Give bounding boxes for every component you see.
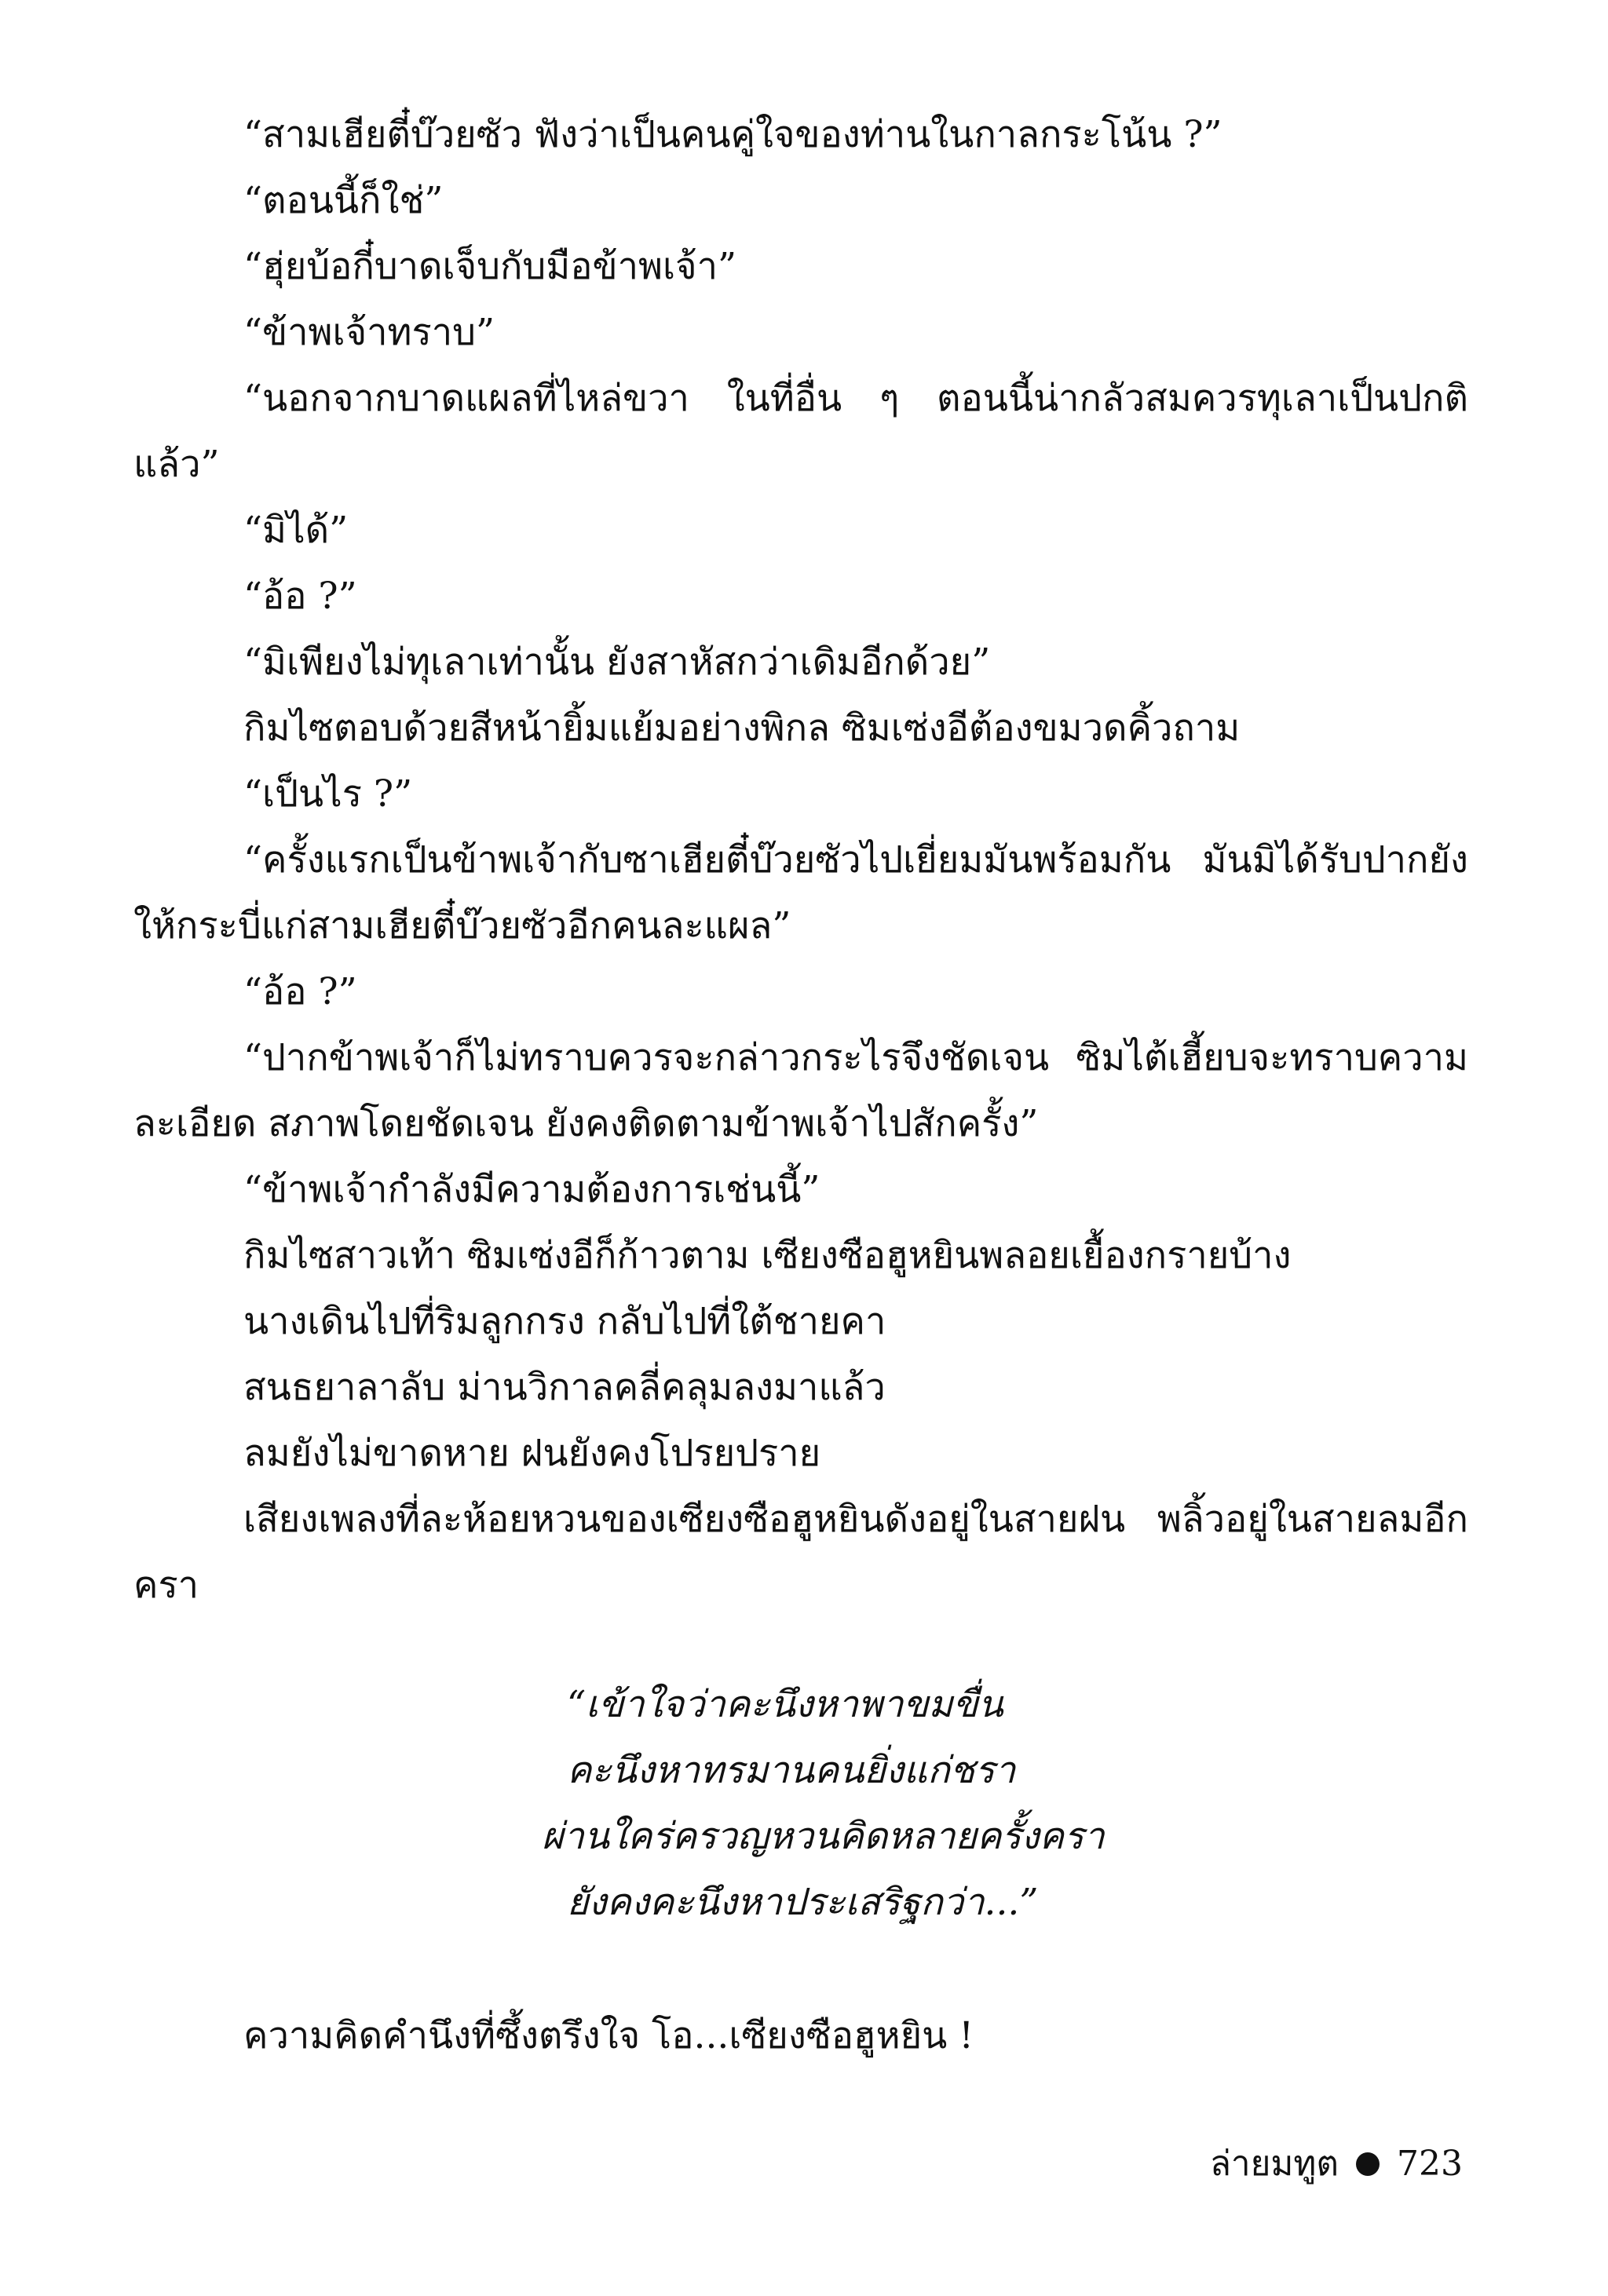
paragraph: “นอกจากบาดแผลที่ไหล่ขวา ในที่อื่น ๆ ตอนนี้น่ากลัวสมควรทุเลาเป็นปกติแล้ว” [133, 377, 1468, 486]
bullet-dot-icon [1356, 2152, 1380, 2176]
paragraph: “เป็นไร ?” [243, 772, 413, 816]
page-footer [1210, 2141, 1463, 2188]
paragraph: “ครั้งแรกเป็นข้าพเจ้ากับซาเฮียตี๋บ๊วยซัวไปเยี่ยมมันพร้อมกัน มันมิได้รับปากยังให้กระบี่แก่สามเฮียตี๋บ๊วยซัวอีกคนละแผล” [133, 838, 1468, 947]
paragraph: กิมไซตอบด้วยสีหน้ายิ้มแย้มอย่างพิกล ซิมเซ่งอีต้องขมวดคิ้วถาม [243, 706, 1241, 750]
poem-line: คะนึงหาทรมานคนยิ่งแก่ชรา [567, 1749, 1016, 1792]
page-number: 723 [1397, 2144, 1463, 2184]
paragraph: “ข้าพเจ้ากำลังมีความต้องการเช่นนี้” [243, 1168, 820, 1211]
paragraph: กิมไซสาวเท้า ซิมเซ่งอีก็ก้าวตาม เซียงซือฮูหยินพลอยเยื้องกรายบ้าง [243, 1234, 1292, 1277]
paragraph: เสียงเพลงที่ละห้อยหวนของเซียงซือฮูหยินดังอยู่ในสายฝน พลิ้วอยู่ในสายลมอีกครา [133, 1498, 1468, 1607]
paragraph: “มิได้” [243, 509, 349, 552]
paragraph: นางเดินไปที่ริมลูกกรง กลับไปที่ใต้ชายคา [243, 1300, 886, 1343]
closing-line: ความคิดคำนึงที่ซึ้งตรึงใจ โอ...เซียงซือฮูหยิน ! [243, 2014, 974, 2057]
paragraph: ลมยังไม่ขาดหาย ฝนยังคงโปรยปราย [243, 1432, 821, 1475]
poem-line: ยังคงคะนึงหาประเสริฐกว่า...” [567, 1881, 1039, 1924]
paragraph: “ข้าพเจ้าทราบ” [243, 311, 495, 354]
running-title: ล่ายมทูต [1209, 2144, 1339, 2184]
body-text [133, 102, 1468, 1619]
paragraph: “ฮุ่ยบ้อกี๋บาดเจ็บกับมือข้าพเจ้า” [243, 245, 736, 288]
paragraph: “สามเฮียตี๋บ๊วยซัว ฟังว่าเป็นคนคู่ใจของท่านในกาลกระโน้น ?” [243, 113, 1222, 156]
poem-line: “เข้าใจว่าคะนึงหาพาขมขื่น [567, 1683, 1003, 1726]
paragraph: “ปากข้าพเจ้าก็ไม่ทราบควรจะกล่าวกระไรจึงชัดเจน ซิมไต้เฮี้ยบจะทราบความละเอียด สภาพโดยชัดเจน ยังคงติดตามข้าพเจ้าไปสักครั้ง” [133, 1036, 1468, 1145]
paragraph: “อ้อ ?” [243, 575, 357, 618]
paragraph: สนธยาลาลับ ม่านวิกาลคลี่คลุมลงมาแล้ว [243, 1366, 886, 1409]
paragraph: “มิเพียงไม่ทุเลาเท่านั้น ยังสาหัสกว่าเดิมอีกด้วย” [243, 641, 991, 684]
paragraph: “ตอนนี้ก็ใช่” [243, 179, 444, 222]
paragraph: “อ้อ ?” [243, 970, 357, 1013]
poem-line: ผ่านใคร่ครวญหวนคิดหลายครั้งครา [542, 1815, 1105, 1858]
